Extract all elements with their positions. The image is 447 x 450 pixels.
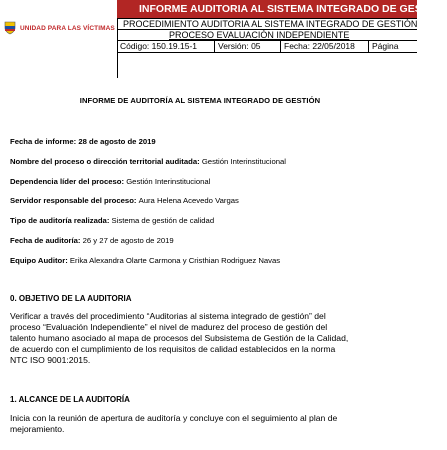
responsible-officer-field: Servidor responsable del proceso: Aura Helena Acevedo Vargas xyxy=(10,196,239,205)
document-code: Código: 150.19.15-1 xyxy=(117,41,215,52)
audit-team-field: Equipo Auditor: Erika Alexandra Olarte Carmona y Cristhian Rodriguez Navas xyxy=(10,256,281,265)
header-table xyxy=(117,0,447,53)
document-meta xyxy=(117,41,417,53)
report-header-title: INFORME AUDITORIA AL SISTEMA INTEGRADO DE GESTIÓN xyxy=(117,0,417,19)
coat-of-arms-icon xyxy=(4,21,16,35)
audited-process-field: Nombre del proceso o dirección territorial auditada: Gestión Interinstitucional xyxy=(10,157,286,166)
section-heading-scope: 1. ALCANCE DE LA AUDITORÍA xyxy=(10,395,130,404)
process-name: PROCESO EVALUACIÓN INDEPENDIENTE xyxy=(117,30,417,41)
section-heading-objective: 0. OBJETIVO DE LA AUDITORIA xyxy=(10,294,132,303)
document-header xyxy=(0,0,447,78)
procedure-name: PROCEDIMIENTO AUDITORIA AL SISTEMA INTEGRADO DE GESTIÓN xyxy=(117,19,417,30)
document-version: Versión: 05 xyxy=(215,41,281,52)
page-title: INFORME DE AUDITORÍA AL SISTEMA INTEGRADO DE GESTIÓN xyxy=(79,96,321,105)
audit-date-field: Fecha de auditoría: 26 y 27 de agosto de 2019 xyxy=(10,236,174,245)
scope-paragraph: Inicia con la reunión de apertura de auditoría y concluye con el seguimiento al plan de mejoramiento. xyxy=(10,413,338,434)
logo xyxy=(0,8,120,48)
objective-paragraph: Verificar a través del procedimiento “Auditorias al sistema integrado de gestión” del proceso “Evaluación Independiente” el nivel de madurez del proceso de gestión del talento humano asociado al mapa de procesos del Subsistema de Gestión de la Calidad, de acuerdo con el cumplimiento de los requisitos de calidad establecidos en la norma NTC ISO 9001:2015. xyxy=(10,311,349,365)
report-date-field: Fecha de informe: 28 de agosto de 2019 xyxy=(10,137,156,146)
lead-department-field: Dependencia líder del proceso: Gestión Interinstitucional xyxy=(10,177,211,186)
document-date: Fecha: 22/05/2018 xyxy=(281,41,369,52)
logo-text: UNIDAD PARA LAS VÍCTIMAS xyxy=(20,24,115,32)
page-number: Página xyxy=(372,41,399,51)
audit-type-field: Tipo de auditoría realizada: Sistema de gestión de calidad xyxy=(10,216,215,225)
